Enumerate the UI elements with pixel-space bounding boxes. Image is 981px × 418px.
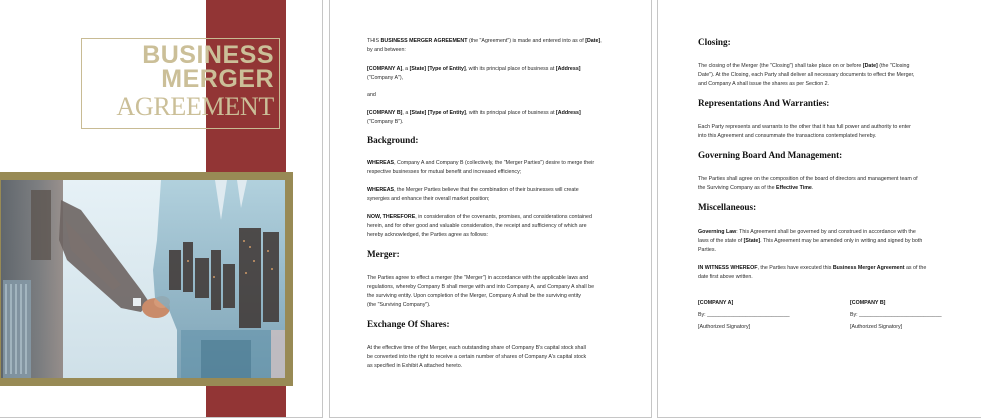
exchange-text-line-3: as specified in Exhibit A attached hereto. <box>367 363 463 369</box>
closing-line-2: Date"). At the Closing, each Party shall deliver all necessary documents to effect the Merger, <box>698 72 915 78</box>
governing-law-line-2: laws of the state of [State]. This Agreement may be amended only in writing and signed by both <box>698 238 923 244</box>
governing-law-line-3: Parties. <box>698 247 716 253</box>
cover-title-box <box>81 38 280 129</box>
closing-heading: Closing: <box>698 37 731 47</box>
cover-page <box>0 0 323 418</box>
merger-text-line-1: The Parties agree to effect a merger (the "Merger") in accordance with the applicable laws and <box>367 275 589 281</box>
intro-paragraph: THIS BUSINESS MERGER AGREEMENT (the "Agreement") is made and entered into as of [Date], <box>367 38 602 44</box>
miscellaneous-heading: Miscellaneous: <box>698 202 757 212</box>
cover-title-line-3: AGREEMENT <box>116 92 274 121</box>
board-line-2: the Surviving Company as of the Effective Time. <box>698 185 814 191</box>
agreement-page-2 <box>329 0 652 418</box>
representations-line-2: into this Agreement and consummate the transactions contemplated hereby. <box>698 133 877 139</box>
merger-text-line-2: regulations, whereby Company B shall merge with and into Company A, and Company A shall be <box>367 284 595 290</box>
whereas-1-line-2: respective businesses for mutual benefit and increased efficiency; <box>367 169 522 175</box>
company-b-alias: ("Company B"). <box>367 119 404 125</box>
merger-text-line-3: the surviving entity. Upon completion of the Merger, Company A shall be the surviving entity <box>367 293 581 299</box>
company-a-alias: ("Company A"), <box>367 75 404 81</box>
closing-line-1: The closing of the Merger (the "Closing") shall take place on or before [Date] (the "Closing <box>698 63 910 69</box>
signature-block-company-a <box>698 297 790 333</box>
intro-paragraph-line-2: by and between: <box>367 47 406 53</box>
whereas-1-line-1: WHEREAS, Company A and Company B (collectively, the "Merger Parties") desire to merge their <box>367 160 595 166</box>
cover-title-line-2: MERGER <box>161 65 274 93</box>
board-line-1: The Parties shall agree on the composition of the board of directors and management team of <box>698 176 918 182</box>
representations-heading: Representations And Warranties: <box>698 98 830 108</box>
signature-company-a: [COMPANY A] <box>698 300 734 306</box>
signature-company-b: [COMPANY B] <box>850 300 886 306</box>
witness-line-2: date first above written. <box>698 274 753 280</box>
representations-line-1: Each Party represents and warrants to the other that it has full power and authority to enter <box>698 124 911 130</box>
merger-heading: Merger: <box>367 249 400 259</box>
agreement-page-3 <box>657 0 981 418</box>
exchange-text-line-2: be converted into the right to receive a certain number of shares of Company A's capital stock <box>367 354 587 360</box>
merger-text-line-4: (the "Surviving Company"). <box>367 302 431 308</box>
and-text: and <box>367 92 376 98</box>
now-therefore-line-3: hereby acknowledged, the Parties agree as follows: <box>367 232 489 238</box>
handshake-illustration <box>1 180 285 378</box>
signature-line-company-a[interactable]: By: ____________________________ <box>698 312 790 318</box>
signature-line-company-b[interactable]: By: ____________________________ <box>850 312 942 318</box>
background-heading: Background: <box>367 135 419 145</box>
whereas-2-line-2: synergies and enhance their overall market position; <box>367 196 490 202</box>
whereas-2-line-1: WHEREAS, the Merger Parties believe that the combination of their businesses will create <box>367 187 579 193</box>
now-therefore-line-2: herein, and for other good and valuable consideration, the receipt and sufficiency of which are <box>367 223 587 229</box>
witness-line-1: IN WITNESS WHEREOF, the Parties have executed this Business Merger Agreement as of the <box>698 265 927 271</box>
exchange-text-line-1: At the effective time of the Merger, each outstanding share of Company B's capital stock shall <box>367 345 586 351</box>
cover-title-line-1: BUSINESS <box>142 41 274 69</box>
now-therefore-line-1: NOW, THEREFORE, in consideration of the covenants, promises, and considerations contained <box>367 214 592 220</box>
signatory-role-company-a: [Authorized Signatory] <box>698 324 751 330</box>
exchange-of-shares-heading: Exchange Of Shares: <box>367 319 450 329</box>
closing-line-3: and Company A shall issue the shares as per Section 2. <box>698 81 830 87</box>
governing-board-heading: Governing Board And Management: <box>698 150 843 160</box>
signatory-role-company-b: [Authorized Signatory] <box>850 324 903 330</box>
company-b-paragraph: [COMPANY B], a [State] [Type of Entity], with its principal place of business at [Address] <box>367 110 581 116</box>
governing-law-line-1: Governing Law: This Agreement shall be governed by and construed in accordance with the <box>698 229 916 235</box>
handshake-city-image <box>1 180 285 378</box>
signature-block-company-b <box>850 297 942 333</box>
company-a-paragraph: [COMPANY A], a [State] [Type of Entity], with its principal place of business at [Address] <box>367 66 581 72</box>
